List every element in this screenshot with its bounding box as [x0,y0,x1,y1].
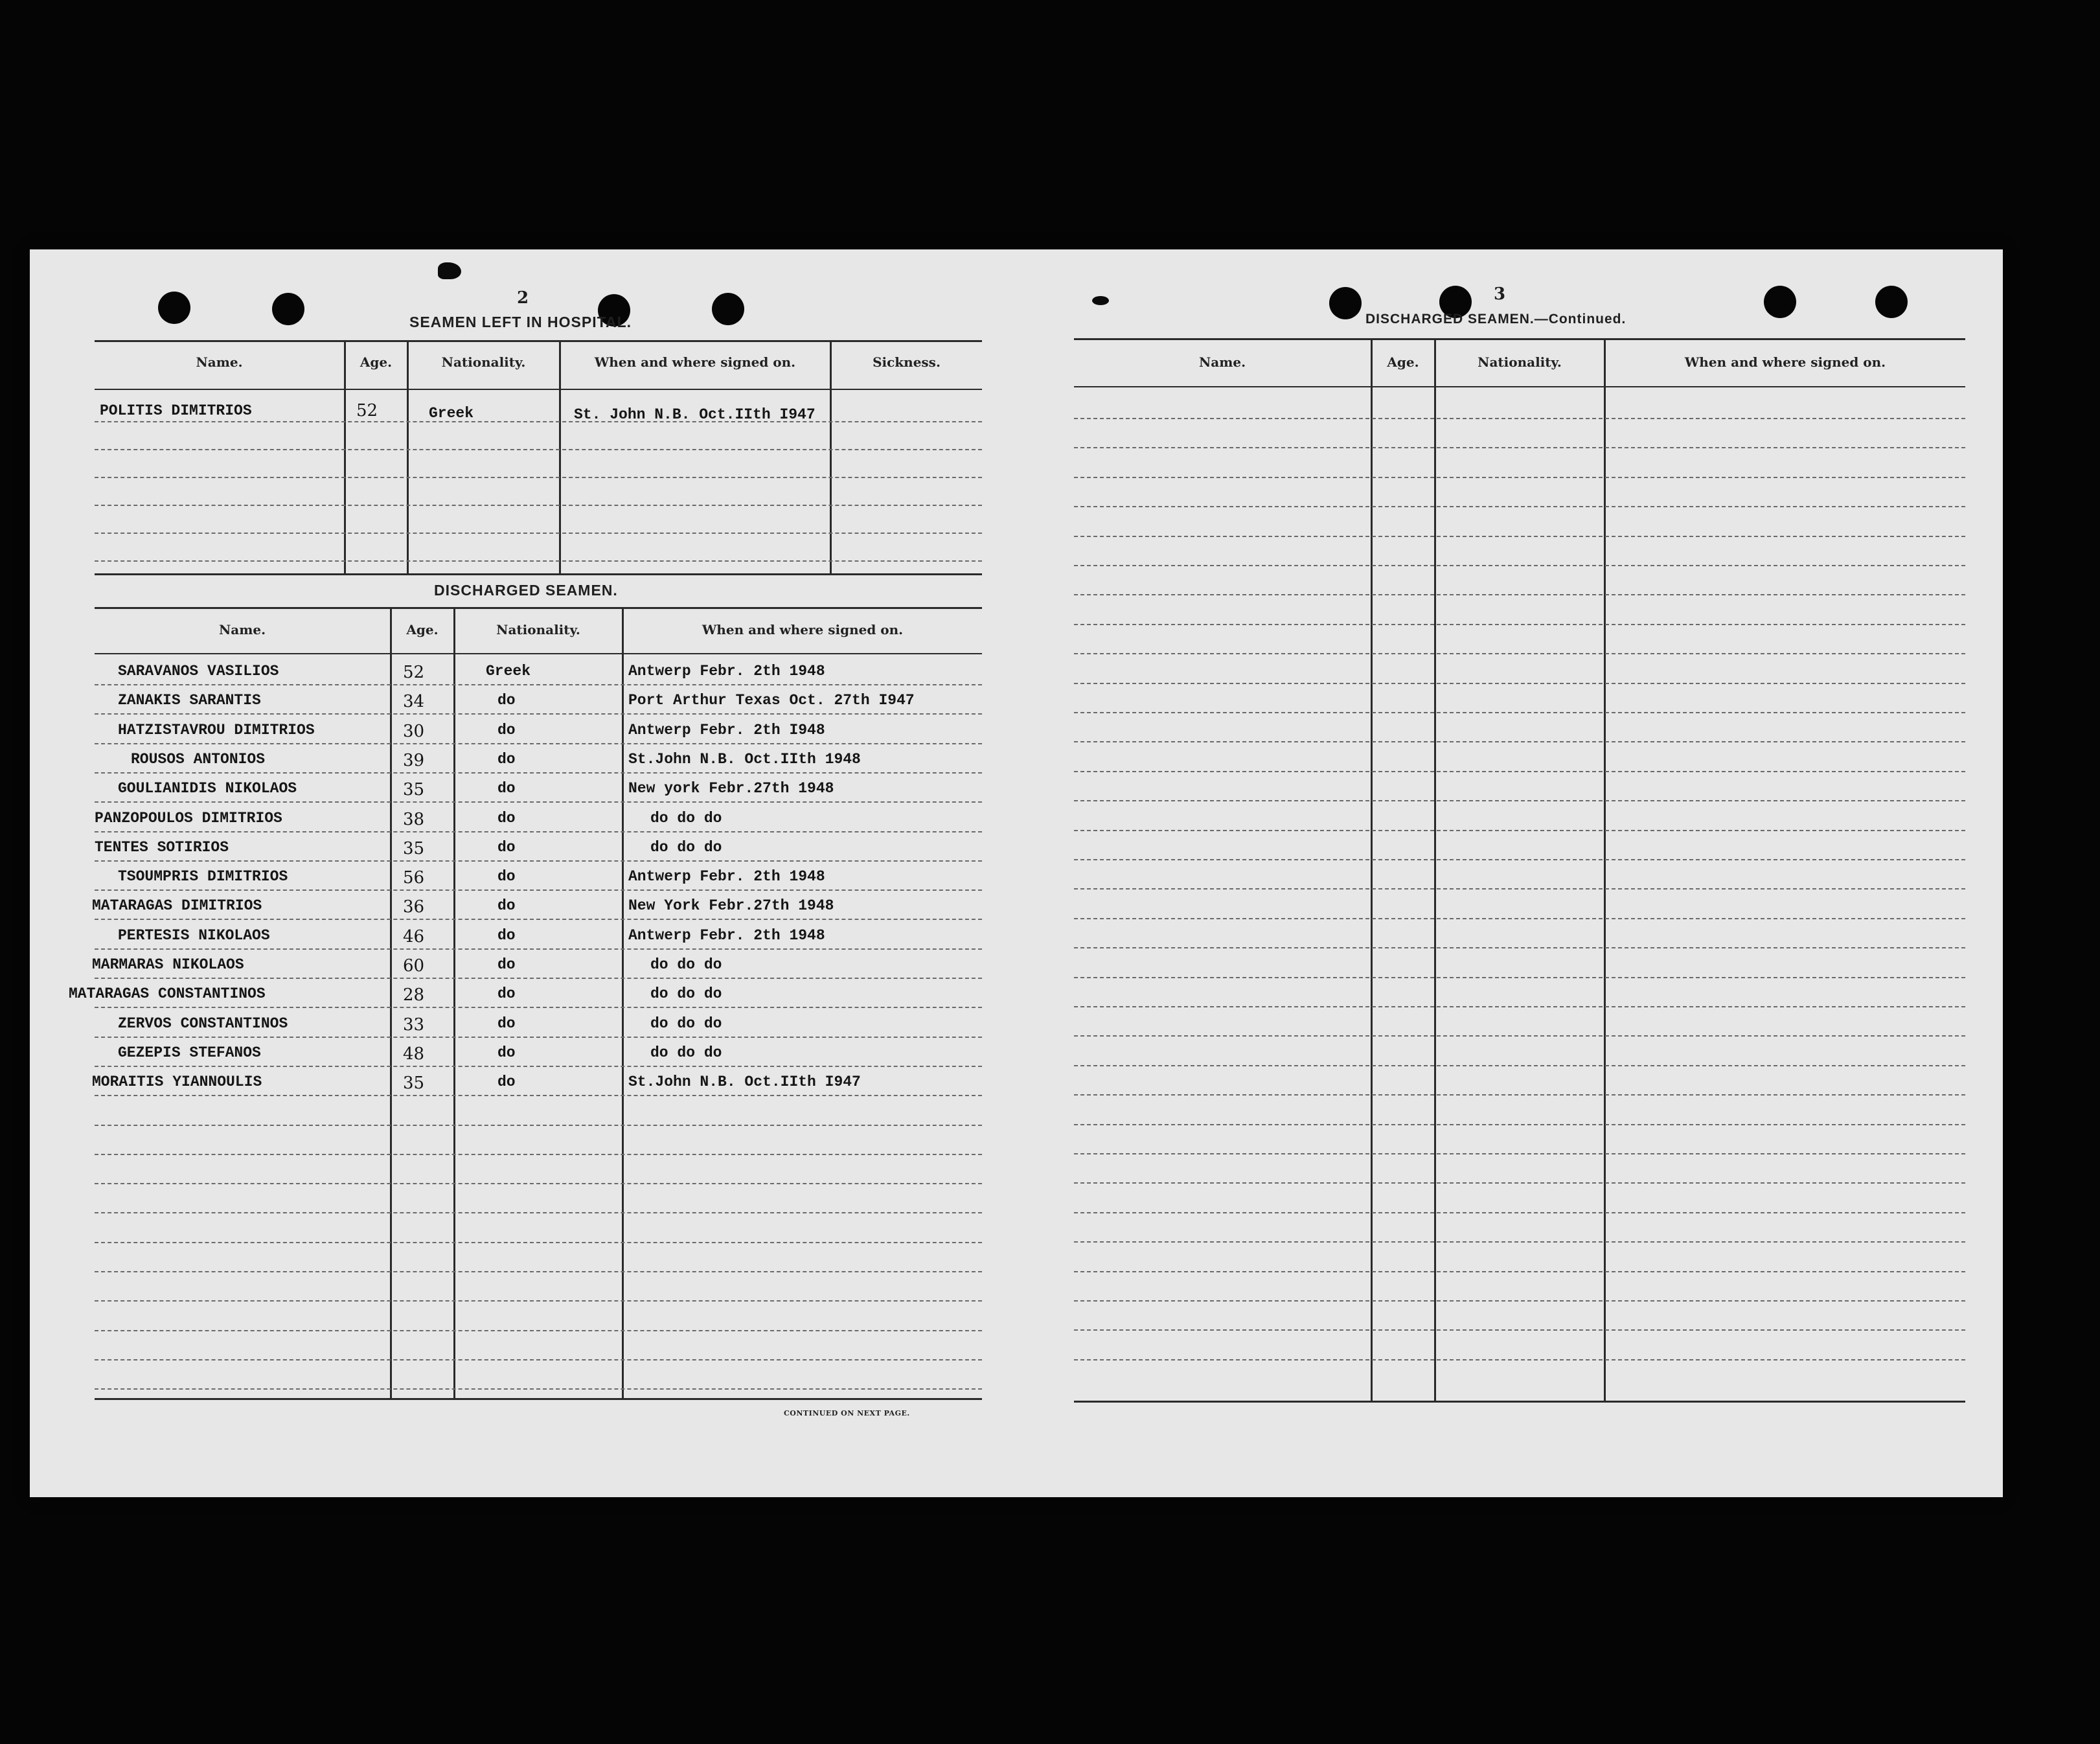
row-line [1074,477,1965,478]
row-line [95,560,982,562]
seaman-signed-on: do do do [650,810,722,827]
row-line [1074,1182,1965,1184]
rule [1074,1401,1965,1403]
column-rule [559,340,561,575]
row-line [1074,418,1965,419]
seaman-name: TENTES SOTIRIOS [95,839,229,856]
rule [95,607,982,609]
seaman-name: MARMARAS NIKOLAOS [92,956,244,973]
binder-hole [712,293,744,325]
row-line [1074,1035,1965,1037]
row-line [1074,683,1965,684]
row-line [95,889,982,891]
row-line [1074,506,1965,507]
seaman-nationality: do [497,692,516,709]
row-line [1074,1065,1965,1066]
page-number: 2 [517,288,529,308]
seaman-name: ZANAKIS SARANTIS [118,692,261,709]
seaman-name: GEZEPIS STEFANOS [118,1044,261,1061]
seaman-age: 34 [403,692,425,711]
seaman-age: 33 [403,1015,425,1035]
rule [1074,386,1965,387]
row-line [95,1330,982,1331]
row-line [1074,1271,1965,1272]
seaman-signed-on: New York Febr.27th 1948 [628,897,834,914]
row-line [95,533,982,534]
seaman-signed-on: New york Febr.27th 1948 [628,780,834,797]
row-line [95,684,982,685]
seaman-name: MATARAGAS CONSTANTINOS [69,985,266,1002]
seaman-signed-on: St.John N.B. Oct.IIth 1948 [628,751,861,768]
seaman-nationality: do [497,1015,516,1032]
row-line [1074,1212,1965,1213]
seaman-age: 35 [403,839,425,858]
row-line [95,1066,982,1067]
row-line [1074,1124,1965,1125]
rule [95,653,982,654]
binder-hole [1764,286,1796,318]
row-line [95,801,982,803]
seaman-nationality: Greek [486,663,531,680]
row-line [1074,712,1965,713]
binder-hole [1329,287,1362,319]
column-header-signed-on: When and where signed on. [594,354,796,370]
row-line [95,449,982,450]
row-line [1074,565,1965,566]
row-line [1074,1094,1965,1096]
seaman-name: SARAVANOS VASILIOS [118,663,279,680]
row-line [95,1242,982,1243]
seaman-age: 35 [403,1073,425,1093]
hospital-signed-on: St. John N.B. Oct.IIth I947 [574,406,816,423]
row-line [1074,800,1965,801]
column-header-signed-on: When and where signed on. [1684,354,1886,370]
row-line [95,1007,982,1008]
column-rule [622,607,624,1399]
row-line [95,1154,982,1155]
seaman-age: 46 [403,927,425,947]
seaman-signed-on: St.John N.B. Oct.IIth I947 [628,1073,861,1090]
row-line [1074,1329,1965,1331]
row-line [95,831,982,832]
row-line [95,948,982,950]
seaman-age: 56 [403,868,425,888]
seaman-age: 38 [403,810,425,829]
column-rule [407,340,409,575]
seaman-signed-on: Port Arthur Texas Oct. 27th I947 [628,692,915,709]
binder-hole [272,293,304,325]
row-line [1074,888,1965,889]
row-line [1074,830,1965,831]
seaman-name: MORAITIS YIANNOULIS [92,1073,262,1090]
column-header-age: Age. [406,622,439,637]
column-header-age: Age. [360,354,393,370]
column-rule [453,607,455,1399]
binder-hole [158,292,190,324]
seaman-signed-on: do do do [650,839,722,856]
seaman-age: 28 [403,985,425,1005]
row-line [95,860,982,862]
rule [1074,338,1965,340]
seaman-name: ROUSOS ANTONIOS [131,751,266,768]
seaman-nationality: do [497,780,516,797]
ink-blot [1092,296,1109,305]
column-header-signed-on: When and where signed on. [702,622,904,637]
rule [95,573,982,575]
row-line [95,477,982,478]
row-line [95,1212,982,1213]
seaman-name: ZERVOS CONSTANTINOS [118,1015,288,1032]
row-line [95,978,982,979]
row-line [95,1095,982,1096]
seaman-name: MATARAGAS DIMITRIOS [92,897,262,914]
row-line [95,1271,982,1272]
row-line [1074,1300,1965,1302]
seaman-signed-on: Antwerp Febr. 2th 1948 [628,663,825,680]
row-line [95,1037,982,1038]
column-header-age: Age. [1387,354,1419,370]
row-line [95,1125,982,1126]
row-line [1074,859,1965,860]
seaman-nationality: do [497,1073,516,1090]
row-line [95,919,982,920]
continued-note: CONTINUED ON NEXT PAGE. [784,1409,910,1417]
row-line [1074,1359,1965,1360]
seaman-nationality: do [497,927,516,944]
row-line [1074,977,1965,978]
row-line [95,421,982,422]
row-line [95,1359,982,1360]
seaman-name: HATZISTAVROU DIMITRIOS [118,722,315,739]
seaman-nationality: do [497,1044,516,1061]
row-line [95,772,982,774]
row-line [95,505,982,506]
row-line [1074,536,1965,537]
binder-hole [1875,286,1908,318]
seaman-age: 30 [403,722,425,741]
row-line [95,713,982,715]
seaman-age: 39 [403,751,425,770]
document-sheet [30,249,2003,1497]
seaman-nationality: do [497,839,516,856]
discharged-section-title: DISCHARGED SEAMEN. [434,582,618,599]
column-header-nationality: Nationality. [496,622,580,637]
column-header-sickness: Sickness. [873,354,941,370]
row-line [1074,1241,1965,1243]
column-rule [830,340,832,575]
hospital-age: 52 [356,401,378,420]
seaman-age: 60 [403,956,425,976]
row-line [1074,447,1965,448]
row-line [1074,741,1965,742]
continued-section-title: DISCHARGED SEAMEN.—Continued. [1365,312,1626,327]
seaman-name: PANZOPOULOS DIMITRIOS [95,810,282,827]
seaman-signed-on: do do do [650,956,722,973]
seaman-name: TSOUMPRIS DIMITRIOS [118,868,288,885]
seaman-signed-on: do do do [650,1044,722,1061]
row-line [1074,1006,1965,1007]
seaman-age: 52 [403,663,425,682]
seaman-nationality: do [497,956,516,973]
hospital-section-title: SEAMEN LEFT IN HOSPITAL. [409,314,632,330]
seaman-age: 35 [403,780,425,799]
seaman-signed-on: Antwerp Febr. 2th 1948 [628,868,825,885]
seaman-nationality: do [497,751,516,768]
row-line [1074,947,1965,948]
seaman-signed-on: Antwerp Febr. 2th 1948 [628,927,825,944]
row-line [1074,1153,1965,1154]
column-rule [344,340,346,575]
column-header-nationality: Nationality. [1478,354,1562,370]
ink-blot [438,262,461,279]
rule [95,389,982,390]
column-rule [390,607,392,1399]
row-line [1074,624,1965,625]
row-line [1074,594,1965,595]
row-line [1074,771,1965,772]
seaman-signed-on: do do do [650,985,722,1002]
rule [95,340,982,342]
page-number: 3 [1494,284,1506,304]
row-line [95,1183,982,1184]
seaman-age: 36 [403,897,425,917]
seaman-age: 48 [403,1044,425,1064]
row-line [1074,918,1965,919]
hospital-nationality: Greek [429,405,474,422]
column-header-nationality: Nationality. [441,354,526,370]
seaman-nationality: do [497,985,516,1002]
seaman-name: PERTESIS NIKOLAOS [118,927,270,944]
seaman-nationality: do [497,722,516,739]
seaman-name: GOULIANIDIS NIKOLAOS [118,780,297,797]
column-header-name: Name. [196,354,243,370]
rule [95,1398,982,1400]
seaman-nationality: do [497,868,516,885]
row-line [95,743,982,744]
row-line [95,1300,982,1302]
seaman-signed-on: do do do [650,1015,722,1032]
seaman-signed-on: Antwerp Febr. 2th I948 [628,722,825,739]
hospital-name: POLITIS DIMITRIOS [100,402,252,419]
column-header-name: Name. [218,622,266,637]
column-header-name: Name. [1198,354,1246,370]
seaman-nationality: do [497,810,516,827]
row-line [1074,653,1965,654]
seaman-nationality: do [497,897,516,914]
row-line [95,1388,982,1390]
